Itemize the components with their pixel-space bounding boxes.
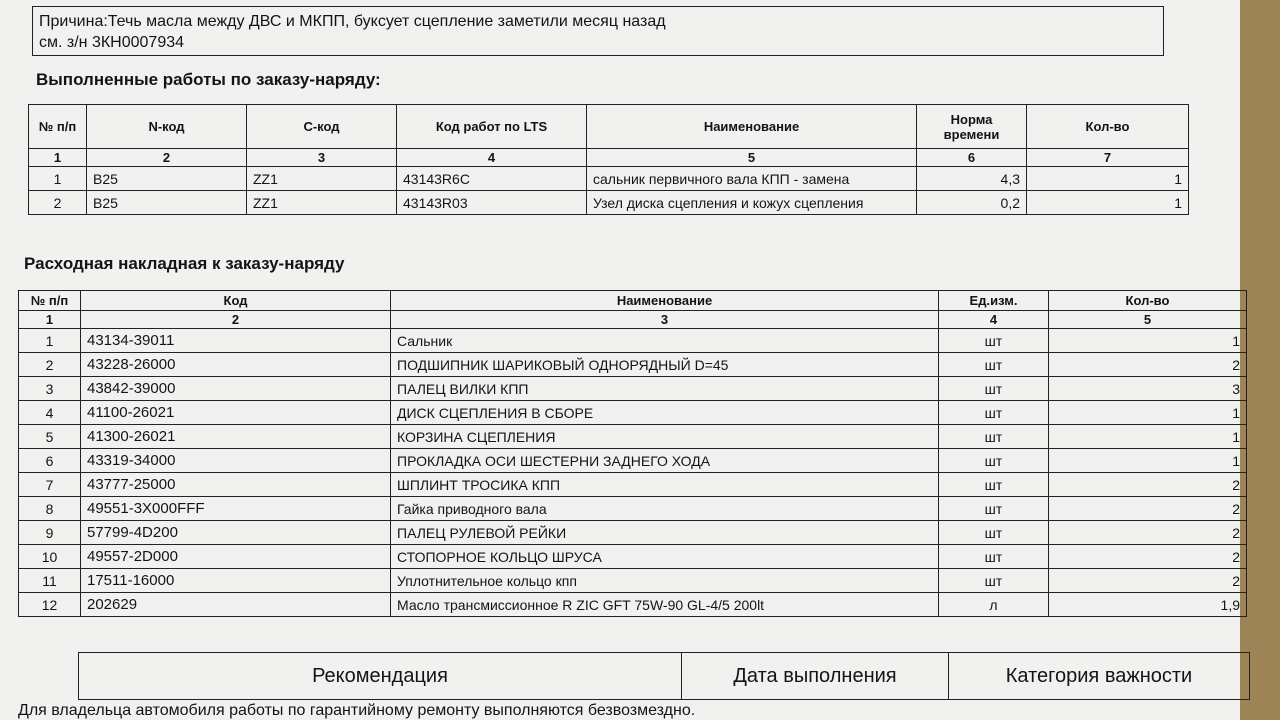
reason-box: [32, 6, 1164, 56]
part-code: 41100-26021: [81, 401, 391, 425]
table-row: [19, 473, 1247, 497]
quantity: 1: [1027, 191, 1189, 215]
part-name: ПАЛЕЦ РУЛЕВОЙ РЕЙКИ: [391, 521, 939, 545]
quantity: 2: [1049, 545, 1247, 569]
part-name: ПОДШИПНИК ШАРИКОВЫЙ ОДНОРЯДНЫЙ D=45: [391, 353, 939, 377]
col-number: 5: [1049, 311, 1247, 329]
quantity: 2: [1049, 353, 1247, 377]
row-number: 11: [19, 569, 81, 593]
works-header-row: [29, 105, 1189, 149]
table-row: [19, 569, 1247, 593]
quantity: 1: [1027, 167, 1189, 191]
table-row: [29, 167, 1189, 191]
unit: шт: [939, 473, 1049, 497]
quantity: 1: [1049, 425, 1247, 449]
col-number: 5: [587, 149, 917, 167]
part-name: Масло трансмиссионное R ZIC GFT 75W-90 GL-4/5 200lt: [391, 593, 939, 617]
col-header: Наименование: [587, 105, 917, 149]
row-number: 9: [19, 521, 81, 545]
table-row: [19, 521, 1247, 545]
row-number: 2: [29, 191, 87, 215]
unit: шт: [939, 569, 1049, 593]
col-number: 2: [81, 311, 391, 329]
unit: шт: [939, 449, 1049, 473]
work-name: Узел диска сцепления и кожух сцепления: [587, 191, 917, 215]
col-number: 1: [19, 311, 81, 329]
parts-number-row: [19, 311, 1247, 329]
lts-code: 43143R6C: [397, 167, 587, 191]
c-code: ZZ1: [247, 167, 397, 191]
n-code: B25: [87, 191, 247, 215]
part-name: КОРЗИНА СЦЕПЛЕНИЯ: [391, 425, 939, 449]
part-name: ШПЛИНТ ТРОСИКА КПП: [391, 473, 939, 497]
recommendation-label: Рекомендация: [79, 653, 682, 699]
quantity: 1: [1049, 329, 1247, 353]
table-row: [19, 449, 1247, 473]
table-row: [19, 401, 1247, 425]
col-header: Кол-во: [1027, 105, 1189, 149]
row-number: 2: [19, 353, 81, 377]
priority-category-label: Категория важности: [1005, 664, 1193, 687]
row-number: 8: [19, 497, 81, 521]
col-number: 1: [29, 149, 87, 167]
c-code: ZZ1: [247, 191, 397, 215]
unit: шт: [939, 329, 1049, 353]
part-name: СТОПОРНОЕ КОЛЬЦО ШРУСА: [391, 545, 939, 569]
recommendation-box: [78, 652, 1250, 700]
part-code: 43842-39000: [81, 377, 391, 401]
col-number: 2: [87, 149, 247, 167]
col-header: № п/п: [29, 105, 87, 149]
row-number: 10: [19, 545, 81, 569]
unit: шт: [939, 377, 1049, 401]
part-code: 43134-39011: [81, 329, 391, 353]
reason-text: Причина:Течь масла между ДВС и МКПП, буксует сцепление заметили месяц назад: [39, 13, 666, 30]
part-name: ПРОКЛАДКА ОСИ ШЕСТЕРНИ ЗАДНЕГО ХОДА: [391, 449, 939, 473]
row-number: 1: [29, 167, 87, 191]
parts-header-row: [19, 291, 1247, 311]
part-code: 41300-26021: [81, 425, 391, 449]
quantity: 1: [1049, 449, 1247, 473]
col-header: Ед.изм.: [939, 291, 1049, 311]
col-header: Код работ по LTS: [397, 105, 587, 149]
time-norm: 4,3: [917, 167, 1027, 191]
col-header: С-код: [247, 105, 397, 149]
row-number: 12: [19, 593, 81, 617]
unit: шт: [939, 497, 1049, 521]
row-number: 7: [19, 473, 81, 497]
table-row: [19, 329, 1247, 353]
quantity: 2: [1049, 521, 1247, 545]
row-number: 6: [19, 449, 81, 473]
col-header: Норма времени: [917, 105, 1027, 149]
part-name: Сальник: [391, 329, 939, 353]
col-header: N-код: [87, 105, 247, 149]
unit: шт: [939, 545, 1049, 569]
part-code: 43228-26000: [81, 353, 391, 377]
time-norm: 0,2: [917, 191, 1027, 215]
unit: шт: [939, 401, 1049, 425]
works-number-row: [29, 149, 1189, 167]
parts-table: [18, 290, 1247, 617]
table-row: [19, 353, 1247, 377]
table-row: [19, 377, 1247, 401]
col-header: № п/п: [19, 291, 81, 311]
part-code: 57799-4D200: [81, 521, 391, 545]
part-code: 43319-34000: [81, 449, 391, 473]
part-code: 43777-25000: [81, 473, 391, 497]
part-code: 49551-3X000FFF: [81, 497, 391, 521]
table-row: [19, 593, 1247, 617]
col-number: 4: [397, 149, 587, 167]
quantity: 1: [1049, 401, 1247, 425]
completion-date-label: Дата выполнения: [682, 653, 949, 699]
col-header: Код: [81, 291, 391, 311]
warranty-note: Для владельца автомобиля работы по гарантийному ремонту выполняются безвозмездно.: [18, 702, 696, 719]
part-code: 17511-16000: [81, 569, 391, 593]
table-row: [19, 545, 1247, 569]
col-header: Наименование: [391, 291, 939, 311]
col-number: 4: [939, 311, 1049, 329]
quantity: 2: [1049, 497, 1247, 521]
quantity: 2: [1049, 473, 1247, 497]
table-row: [19, 425, 1247, 449]
quantity: 1,9: [1049, 593, 1247, 617]
lts-code: 43143R03: [397, 191, 587, 215]
works-title: Выполненные работы по заказу-наряду:: [36, 70, 381, 89]
table-row: [29, 191, 1189, 215]
part-code: 49557-2D000: [81, 545, 391, 569]
reference-order: см. з/н 3КН0007934: [39, 34, 185, 51]
col-number: 3: [247, 149, 397, 167]
part-name: Уплотнительное кольцо кпп: [391, 569, 939, 593]
unit: л: [939, 593, 1049, 617]
row-number: 3: [19, 377, 81, 401]
quantity: 3: [1049, 377, 1247, 401]
unit: шт: [939, 521, 1049, 545]
work-name: сальник первичного вала КПП - замена: [587, 167, 917, 191]
col-number: 7: [1027, 149, 1189, 167]
part-name: Гайка приводного вала: [391, 497, 939, 521]
row-number: 1: [19, 329, 81, 353]
col-header: Кол-во: [1049, 291, 1247, 311]
n-code: B25: [87, 167, 247, 191]
col-number: 3: [391, 311, 939, 329]
col-number: 6: [917, 149, 1027, 167]
table-row: [19, 497, 1247, 521]
row-number: 4: [19, 401, 81, 425]
unit: шт: [939, 425, 1049, 449]
unit: шт: [939, 353, 1049, 377]
part-name: ДИСК СЦЕПЛЕНИЯ В СБОРЕ: [391, 401, 939, 425]
part-name: ПАЛЕЦ ВИЛКИ КПП: [391, 377, 939, 401]
parts-title: Расходная накладная к заказу-наряду: [24, 254, 345, 273]
works-table: [28, 104, 1189, 215]
quantity: 2: [1049, 569, 1247, 593]
row-number: 5: [19, 425, 81, 449]
part-code: 202629: [81, 593, 391, 617]
